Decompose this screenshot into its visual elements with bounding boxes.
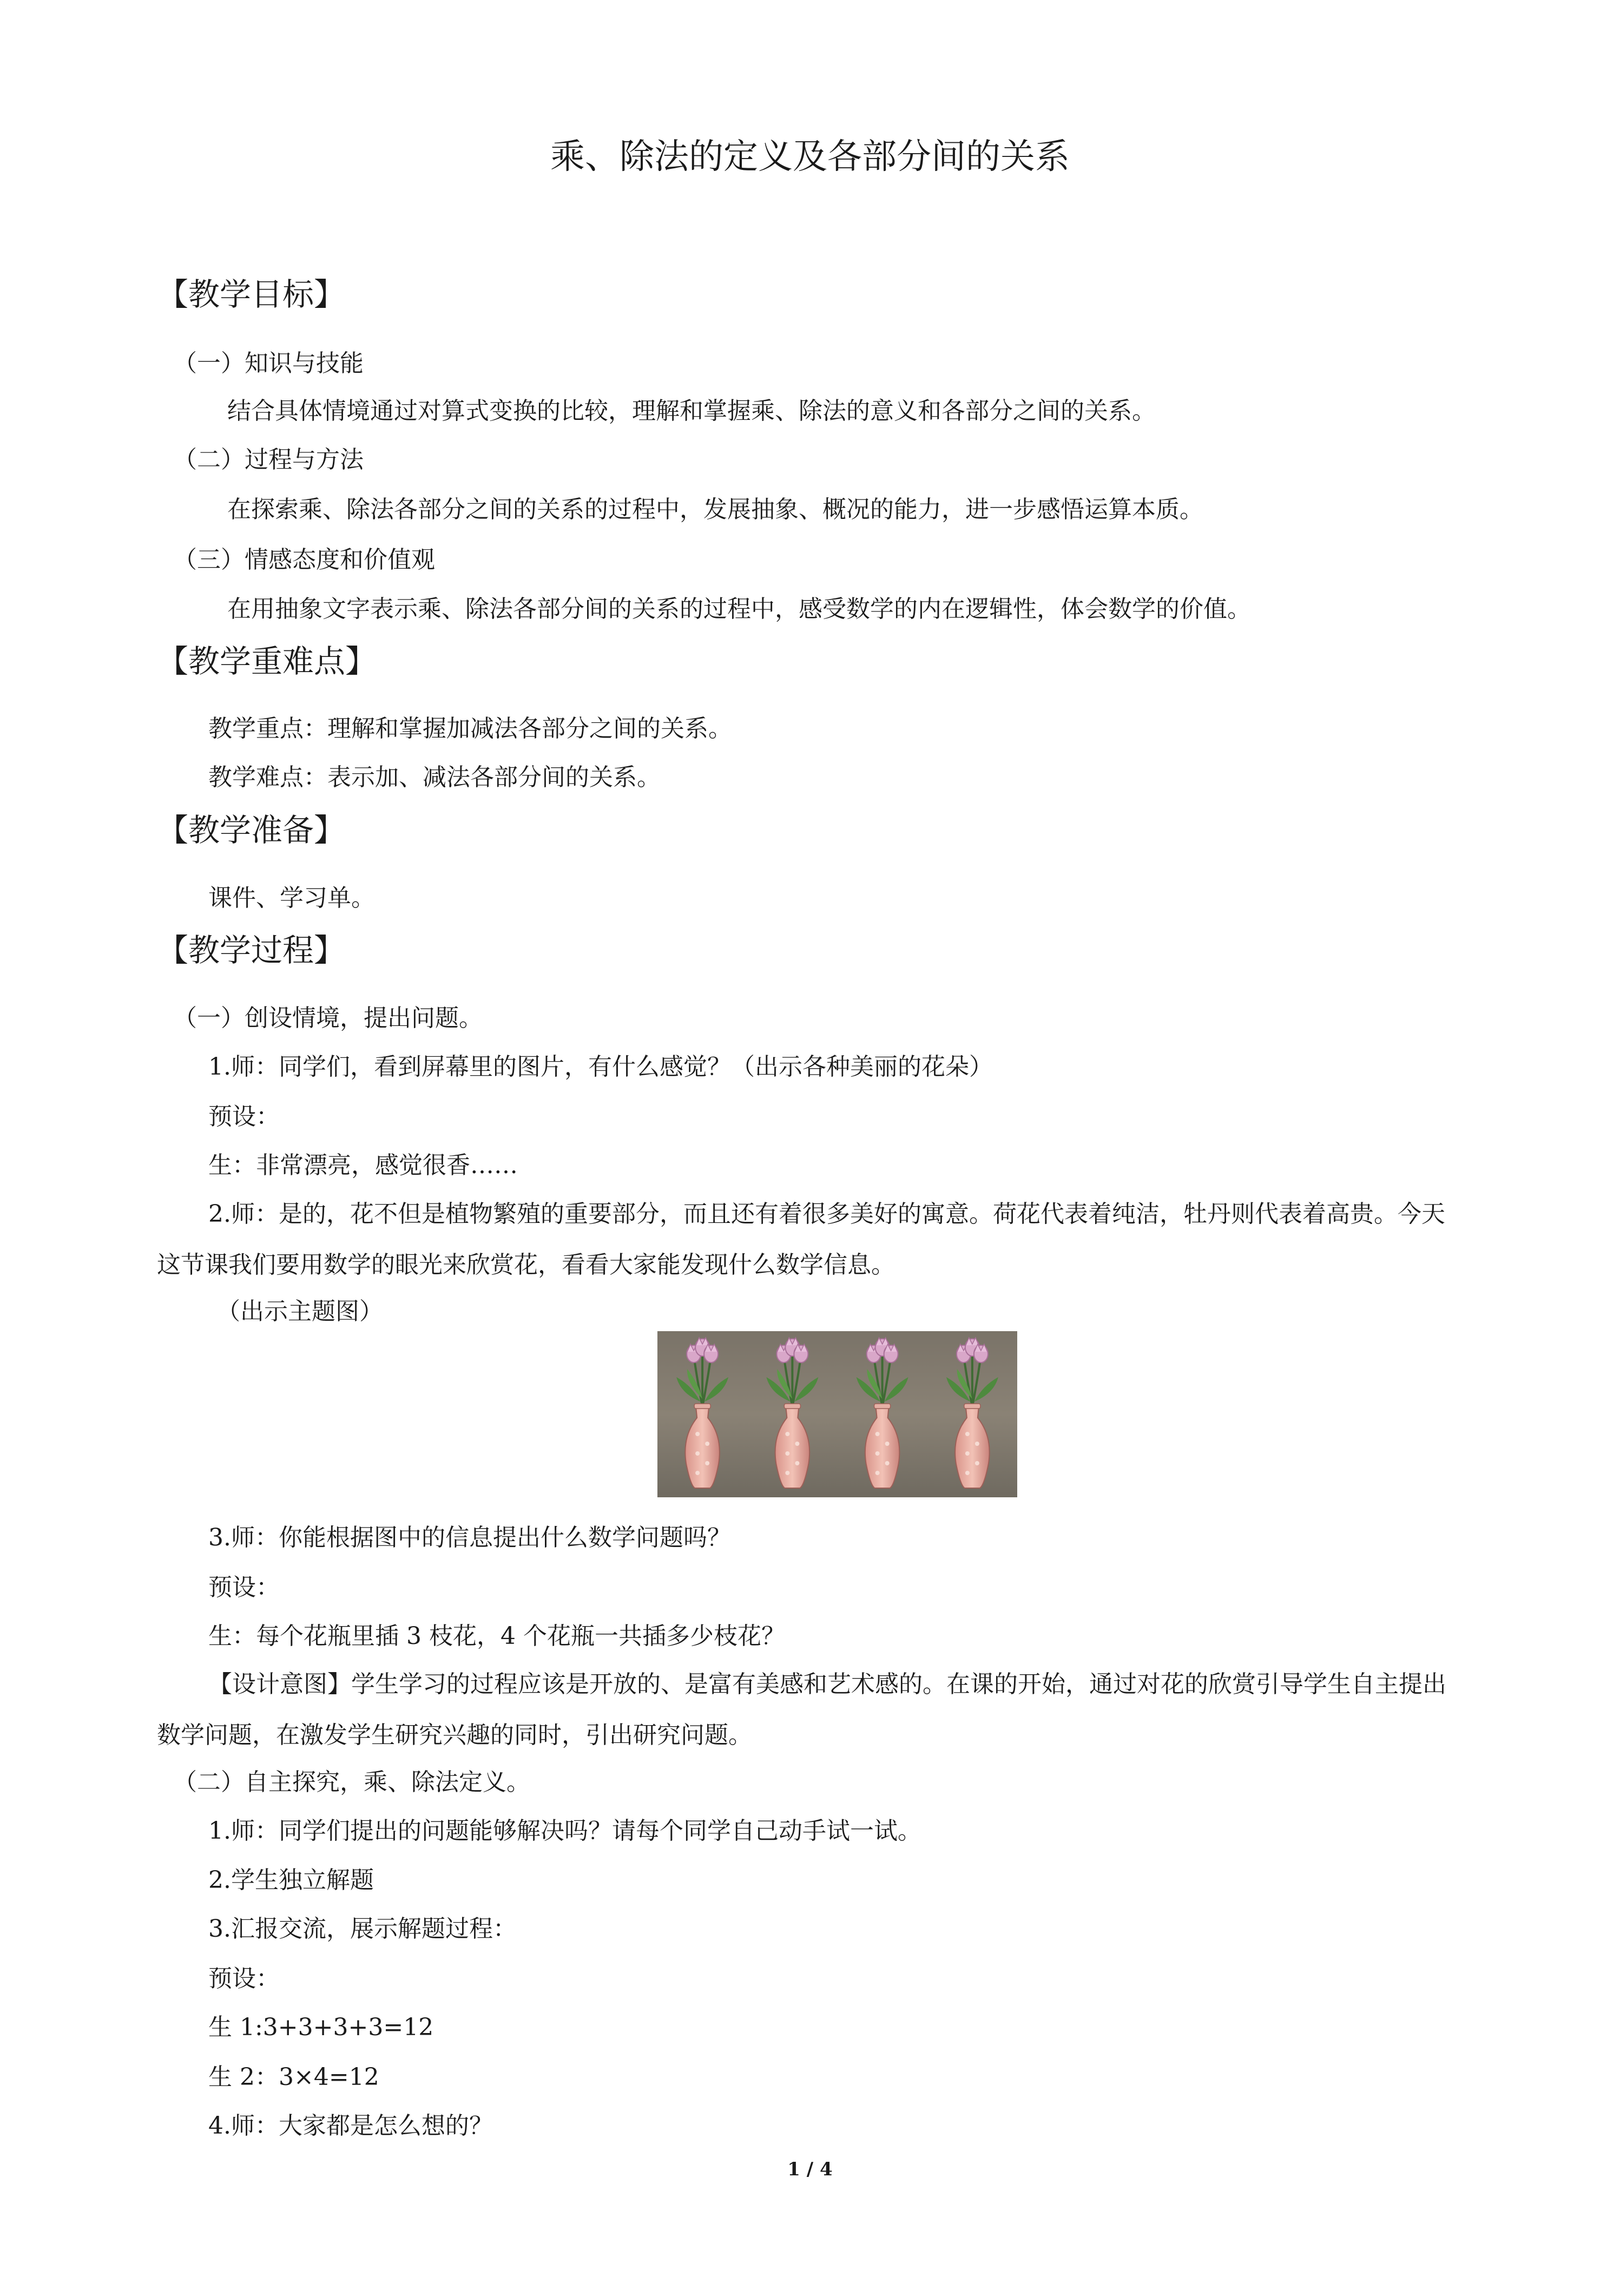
part1-preset2: 预设： xyxy=(208,1574,280,1601)
procedure-heading: 【教学过程】 xyxy=(157,932,346,969)
design-intent: 【设计意图】学生学习的过程应该是开放的、是富有美感和艺术感的。在课的开始，通过对花的欣赏引导学生自主提出数学问题，在激发学生研究兴趣的同时，引出研究问题。 xyxy=(157,1670,1446,1749)
vase-rim xyxy=(964,1404,980,1409)
part2-step4: 4.师：大家都是怎么想的？ xyxy=(208,2112,493,2140)
vase-pattern xyxy=(965,1471,970,1475)
emotion-label: （三）情感态度和价值观 xyxy=(173,546,435,574)
vase-pattern xyxy=(885,1461,890,1465)
part2-preset: 预设： xyxy=(208,1965,280,1992)
vase-pattern xyxy=(785,1451,789,1456)
preparation-text: 课件、学习单。 xyxy=(208,884,375,912)
process-label: （二）过程与方法 xyxy=(173,446,364,473)
part1-q1: 1.师：同学们，看到屏幕里的图片，有什么感觉？（出示各种美丽的花朵） xyxy=(208,1053,993,1081)
vase-rim xyxy=(874,1404,891,1409)
page-number: 1 / 4 xyxy=(787,2159,833,2180)
vase-pattern xyxy=(875,1451,880,1456)
vase-pattern xyxy=(795,1461,799,1465)
vase-rim xyxy=(784,1404,800,1409)
vase-rim xyxy=(694,1404,710,1409)
vase-pattern xyxy=(695,1451,700,1456)
part2-step1: 1.师：同学们提出的问题能够解决吗？请每个同学自己动手试一试。 xyxy=(208,1817,921,1845)
knowledge-text: 结合具体情境通过对算式变换的比较，理解和掌握乘、除法的意义和各部分之间的关系。 xyxy=(227,397,1156,425)
vase-pattern xyxy=(975,1461,979,1465)
flower-vases-figure xyxy=(657,1331,1017,1497)
key-point-important: 教学重点：理解和掌握加减法各部分之间的关系。 xyxy=(208,715,732,742)
student1-answer: 生 1:3+3+3+3=12 xyxy=(208,2014,434,2041)
vase-pattern xyxy=(965,1432,970,1436)
page-title: 乘、除法的定义及各部分间的关系 xyxy=(550,137,1070,177)
part1-label: （一）创设情境，提出问题。 xyxy=(173,1004,483,1032)
vase-pattern xyxy=(885,1442,890,1446)
vase-pattern xyxy=(875,1471,880,1475)
vase-pattern xyxy=(795,1442,799,1446)
vase-pattern xyxy=(785,1432,789,1436)
part1-show-figure: （出示主题图） xyxy=(216,1298,383,1325)
part2-step3: 3.汇报交流，展示解题过程： xyxy=(208,1915,517,1943)
key-points-heading: 【教学重难点】 xyxy=(157,643,377,680)
vase-pattern xyxy=(695,1471,700,1475)
knowledge-label: （一）知识与技能 xyxy=(173,350,364,377)
vase-pattern xyxy=(875,1432,880,1436)
vase-pattern xyxy=(975,1442,979,1446)
process-text: 在探索乘、除法各部分之间的关系的过程中，发展抽象、概况的能力，进一步感悟运算本质。 xyxy=(227,496,1203,523)
vase-pattern xyxy=(705,1442,709,1446)
emotion-text: 在用抽象文字表示乘、除法各部分间的关系的过程中，感受数学的内在逻辑性，体会数学的价值。 xyxy=(227,595,1251,623)
vase-pattern xyxy=(965,1451,970,1456)
vase-pattern xyxy=(705,1461,709,1465)
vase-pattern xyxy=(785,1471,789,1475)
student2-answer: 生 2：3×4=12 xyxy=(208,2063,379,2091)
part1-preset1: 预设： xyxy=(208,1103,280,1130)
objectives-heading: 【教学目标】 xyxy=(157,276,346,313)
preparation-heading: 【教学准备】 xyxy=(157,812,346,848)
part2-step2: 2.学生独立解题 xyxy=(208,1866,374,1894)
part1-q2: 2.师：是的，花不但是植物繁殖的重要部分，而且还有着很多美好的寓意。荷花代表着纯洁，牡丹则代表着高贵。今天这节课我们要用数学的眼光来欣赏花，看看大家能发现什么数学信息。 xyxy=(157,1200,1445,1279)
key-point-difficult: 教学难点：表示加、减法各部分间的关系。 xyxy=(208,764,661,791)
part1-q3: 3.师：你能根据图中的信息提出什么数学问题吗？ xyxy=(208,1524,731,1551)
part1-answer1: 生：非常漂亮，感觉很香…… xyxy=(208,1152,518,1179)
part1-answer2: 生：每个花瓶里插 3 枝花，4 个花瓶一共插多少枝花？ xyxy=(208,1622,785,1650)
part2-label: （二）自主探究，乘、除法定义。 xyxy=(173,1768,530,1796)
vase-pattern xyxy=(695,1432,700,1436)
